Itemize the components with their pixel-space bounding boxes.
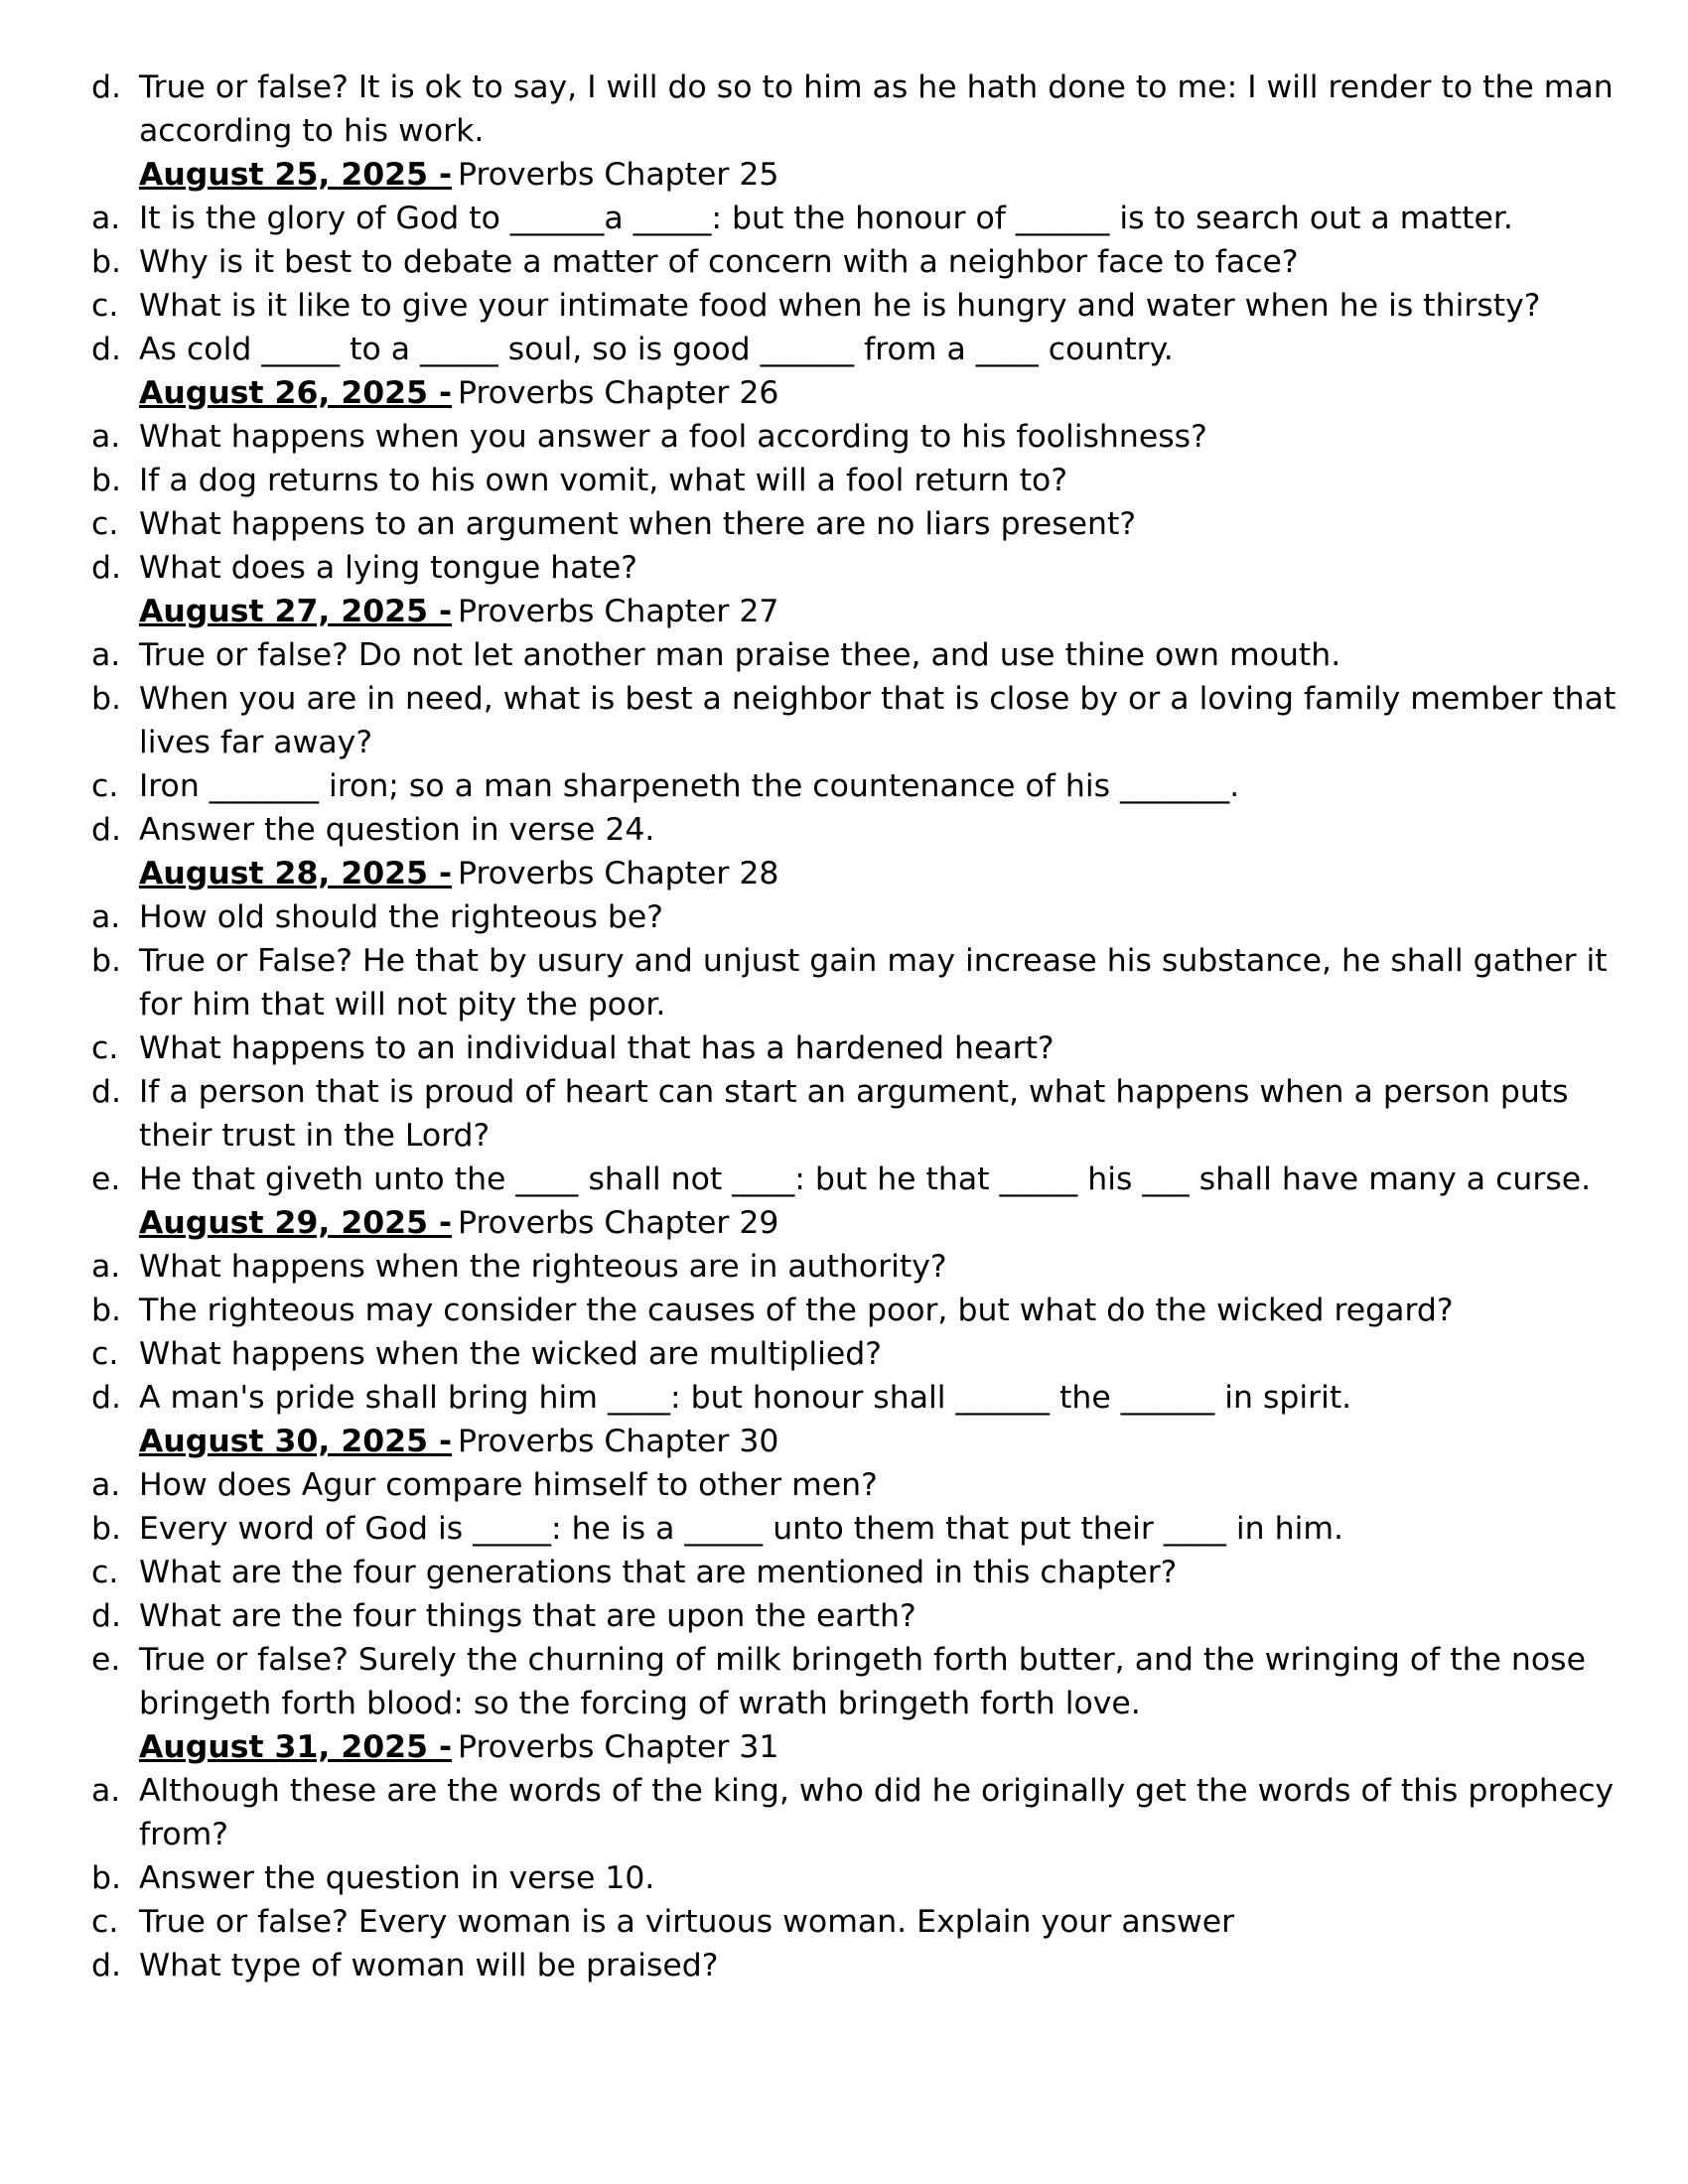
question-item [91,415,1640,459]
question-letter: d. [91,1380,122,1416]
section-chapter: Proverbs Chapter 25 [458,157,779,193]
question-item [91,1594,1640,1638]
question-text: Why is it best to debate a matter of concern with a neighbor face to face? [139,244,1299,280]
section-date: August 31, 2025 - [139,1729,453,1765]
section-chapter: Proverbs Chapter 27 [458,594,779,629]
question-text: The righteous may consider the causes of the poor, but what do the wicked regard? [139,1293,1454,1328]
question-letter: a. [91,637,121,673]
question-text: How does Agur compare himself to other men? [139,1467,878,1503]
question-text: True or false? Every woman is a virtuous woman. Explain your answer [139,1904,1235,1940]
section-date: August 30, 2025 - [139,1424,453,1459]
question-letter: b. [91,244,122,280]
question-item [91,66,1640,153]
question-text: If a person that is proud of heart can start an argument, what happens when a person puts their trust in the Lord? [139,1074,1569,1154]
question-letter: a. [91,201,121,236]
section-date: August 25, 2025 - [139,157,453,193]
question-item [91,677,1640,764]
question-letter: c. [91,288,119,324]
question-text: What type of woman will be praised? [139,1948,719,1983]
question-text: True or False? He that by usury and unjust gain may increase his substance, he shall gather it for him that will not pity the poor. [139,943,1608,1023]
question-item [91,1551,1640,1594]
question-text: What happens when the wicked are multiplied? [139,1336,882,1372]
question-item [91,633,1640,677]
question-text: Every word of God is _____: he is a _____ unto them that put their ____ in him. [139,1511,1344,1547]
question-text: True or false? It is ok to say, I will do so to him as he hath done to me: I will render to the man according to his work. [139,69,1614,149]
section-date: August 27, 2025 - [139,594,453,629]
question-text: Although these are the words of the king, who did he originally get the words of this prophecy from? [139,1773,1615,1852]
section-date: August 26, 2025 - [139,375,453,411]
question-item [91,1245,1640,1289]
question-letter: d. [91,550,122,586]
question-item [91,1769,1640,1856]
question-text: He that giveth unto the ____ shall not ____: but he that _____ his ___ shall have many a curse. [139,1161,1592,1197]
question-text: A man's pride shall bring him ____: but honour shall ______ the ______ in spirit. [139,1380,1352,1416]
section-date: August 29, 2025 - [139,1205,453,1241]
question-letter: d. [91,1074,122,1110]
question-letter: c. [91,1336,119,1372]
question-letter: d. [91,332,122,367]
question-item [91,1070,1640,1158]
question-letter: c. [91,1030,119,1066]
question-letter: a. [91,419,121,455]
section-chapter: Proverbs Chapter 31 [458,1729,779,1765]
section-heading [139,371,1640,415]
question-letter: e. [91,1642,121,1678]
question-letter: c. [91,506,119,542]
question-text: Iron _______ iron; so a man sharpeneth the countenance of his _______. [139,768,1240,804]
question-letter: b. [91,681,122,717]
question-text: What is it like to give your intimate food when he is hungry and water when he is thirsty? [139,288,1541,324]
question-item [91,197,1640,240]
question-letter: a. [91,1249,121,1285]
section-date: August 28, 2025 - [139,856,453,891]
section-chapter: Proverbs Chapter 26 [458,375,779,411]
question-letter: d. [91,1598,122,1634]
question-text: What happens to an individual that has a hardened heart? [139,1030,1055,1066]
question-text: Answer the question in verse 10. [139,1860,655,1896]
question-item [91,1026,1640,1070]
question-letter: d. [91,812,122,848]
question-letter: e. [91,1161,121,1197]
question-text: Answer the question in verse 24. [139,812,655,848]
question-text: When you are in need, what is best a neighbor that is close by or a loving family member that lives far away? [139,681,1617,760]
section-heading [139,153,1640,197]
section-chapter: Proverbs Chapter 28 [458,856,779,891]
question-item [91,939,1640,1026]
question-item [91,1463,1640,1507]
question-letter: c. [91,1555,119,1590]
question-item [91,764,1640,808]
question-letter: b. [91,463,122,498]
question-letter: a. [91,899,121,935]
question-item [91,502,1640,546]
question-letter: a. [91,1467,121,1503]
section-heading [139,590,1640,633]
question-item [91,1376,1640,1420]
question-item [91,1856,1640,1900]
section-chapter: Proverbs Chapter 30 [458,1424,779,1459]
question-item [91,459,1640,502]
question-item [91,1638,1640,1725]
question-letter: b. [91,943,122,979]
question-text: What happens when the righteous are in authority? [139,1249,947,1285]
question-item [91,1332,1640,1376]
question-letter: c. [91,1904,119,1940]
question-item [91,808,1640,852]
question-item [91,1158,1640,1201]
question-item [91,895,1640,939]
question-letter: b. [91,1293,122,1328]
question-text: What happens to an argument when there are no liars present? [139,506,1137,542]
question-item [91,1507,1640,1551]
question-text: What are the four things that are upon the earth? [139,1598,916,1634]
question-item [91,328,1640,371]
section-heading [139,1725,1640,1769]
document-page [91,66,1640,1987]
question-text: True or false? Do not let another man praise thee, and use thine own mouth. [139,637,1341,673]
question-letter: b. [91,1511,122,1547]
question-text: As cold _____ to a _____ soul, so is good ______ from a ____ country. [139,332,1174,367]
section-chapter: Proverbs Chapter 29 [458,1205,779,1241]
question-text: What are the four generations that are mentioned in this chapter? [139,1555,1178,1590]
question-text: What does a lying tongue hate? [139,550,637,586]
question-item [91,240,1640,284]
question-letter: c. [91,768,119,804]
section-heading [139,852,1640,895]
section-heading [139,1201,1640,1245]
question-item [91,284,1640,328]
question-text: It is the glory of God to ______a _____: but the honour of ______ is to search out a matter. [139,201,1513,236]
question-letter: b. [91,1860,122,1896]
question-item [91,546,1640,590]
question-item [91,1944,1640,1987]
question-item [91,1900,1640,1944]
question-letter: d. [91,69,122,105]
question-letter: a. [91,1773,121,1809]
question-text: True or false? Surely the churning of milk bringeth forth butter, and the wringing of the nose bringeth forth blood: so the forcing of wrath bringeth forth love. [139,1642,1586,1721]
question-text: How old should the righteous be? [139,899,663,935]
question-letter: d. [91,1948,122,1983]
question-text: What happens when you answer a fool according to his foolishness? [139,419,1207,455]
section-heading [139,1420,1640,1463]
question-item [91,1289,1640,1332]
question-text: If a dog returns to his own vomit, what will a fool return to? [139,463,1068,498]
